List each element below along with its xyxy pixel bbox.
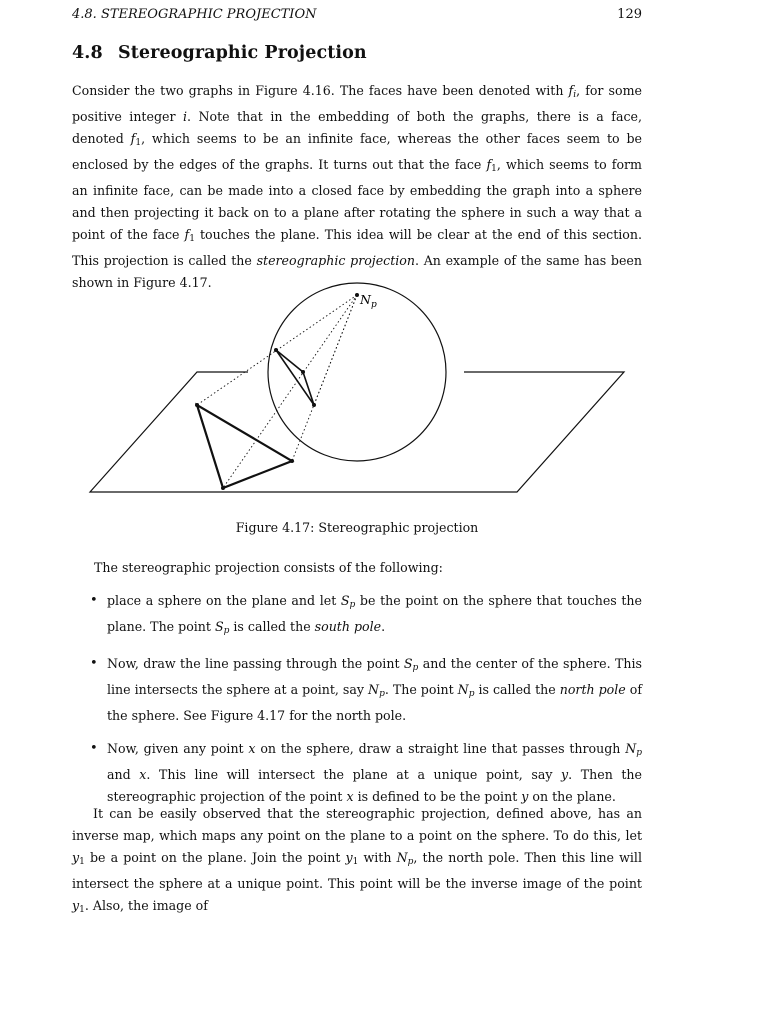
text-run: , for some positive integer [72, 83, 642, 124]
text-run: and the center of the sphere. This line intersects the sphere at a point, say [107, 656, 642, 697]
math-sub-1: 1 [491, 164, 497, 174]
text-run: . Then the stereographic projection of the point [107, 767, 642, 804]
math-N: N [625, 741, 637, 756]
math-sub-i: i [573, 90, 577, 100]
emphasis: south pole [314, 619, 382, 634]
emphasis: stereographic projection [256, 253, 415, 268]
page-number: 129 [617, 7, 642, 22]
vertex-dot [290, 459, 294, 463]
bullet-dot: • [90, 741, 98, 756]
text-run: . The point [384, 682, 458, 697]
text-run: be the point on the sphere that touches the plane. The point [107, 593, 642, 634]
text-run: is defined to be the point [353, 789, 522, 804]
math-y: y [561, 767, 569, 782]
math-f: f [568, 83, 574, 98]
text-run: Consider the two graphs in Figure 4.16. The faces have been denoted with [72, 83, 569, 98]
math-S: S [403, 656, 413, 671]
math-sub-p: p [379, 689, 385, 699]
text-run: be a point on the plane. Join the point [84, 850, 346, 865]
vertex-dot [312, 403, 316, 407]
text-run: , the north pole. Then this line will intersect the sphere at a unique point. This point will be the inverse image of the point [72, 850, 642, 891]
math-f: f [184, 227, 190, 242]
plane-outline [90, 372, 624, 492]
stereographic-figure [72, 276, 642, 506]
text-run: . This line will intersect the plane at a unique point, say [146, 767, 562, 782]
math-sub-1: 1 [79, 905, 85, 915]
bullet-list [90, 590, 642, 819]
math-sub-1: 1 [189, 234, 195, 244]
text-run: . Also, the image of [84, 898, 208, 913]
text-run: on the plane. [528, 789, 616, 804]
math-y: y [72, 898, 80, 913]
text-run: is called the [229, 619, 315, 634]
list-item [90, 590, 642, 642]
north-pole-label: $N_p$ [360, 292, 377, 310]
math-S: S [214, 619, 224, 634]
running-title: 4.8. STEREOGRAPHIC PROJECTION [72, 7, 317, 22]
math-sub-p: p [349, 600, 356, 610]
text-run: It can be easily observed that the stereographic projection, defined above, has an inverse map, which maps any point on the plane to a point on the sphere. To do this, let [72, 806, 642, 843]
list-item [90, 653, 642, 727]
math-sub-p: p [407, 857, 414, 867]
text-run: with [358, 850, 397, 865]
text-run: Now, draw the line passing through the point [107, 656, 404, 671]
section-heading: Stereographic Projection [118, 43, 367, 63]
text-run: . [381, 619, 386, 634]
bullet-dot: • [90, 656, 98, 671]
math-f: f [486, 157, 492, 172]
intro-paragraph [72, 80, 642, 294]
vertex-dot [195, 403, 199, 407]
projection-ray [314, 295, 357, 405]
bullet-dot: • [90, 593, 98, 608]
text-run: is called the [474, 682, 560, 697]
math-x: x [248, 741, 256, 756]
math-y: y [72, 850, 80, 865]
math-y: y [521, 789, 529, 804]
vertex-dot [355, 293, 359, 297]
math-N: N [368, 682, 380, 697]
math-sub-1: 1 [352, 857, 359, 867]
section-number: 4.8 [72, 43, 103, 63]
math-i: i [182, 109, 187, 124]
text-run: on the sphere, draw a straight line that passes through [255, 741, 626, 756]
sphere-triangle [276, 350, 314, 405]
sphere [268, 283, 446, 461]
math-y: y [345, 850, 353, 865]
text-run: . Note that in the embedding of both the graphs, there is a face, denoted [72, 109, 642, 146]
section-title [72, 43, 367, 63]
math-sub-1: 1 [135, 138, 142, 148]
plane-triangle [197, 405, 292, 488]
text-run: . An example of the same has been shown in Figure 4.17. [72, 253, 642, 290]
math-sub-p: p [468, 689, 475, 699]
math-x: x [139, 767, 147, 782]
figure-caption: Figure 4.17: Stereographic projection [235, 520, 479, 535]
text-run: , which seems to be an infinite face, whereas the other faces seem to be enclosed by the edges of the graphs. It turns out that the face [72, 131, 642, 172]
text-run: of the sphere. See Figure 4.17 for the north pole. [107, 682, 642, 723]
vertex-dot [274, 348, 278, 352]
figure-svg [72, 276, 642, 506]
text-run: and [107, 767, 140, 782]
text-run: Now, given any point [107, 741, 249, 756]
math-N: N [457, 682, 469, 697]
math-S: S [340, 593, 350, 608]
emphasis: north pole [559, 682, 626, 697]
math-x: x [346, 789, 354, 804]
closing-paragraph [72, 803, 642, 921]
running-header [72, 7, 642, 25]
math-sub-1: 1 [79, 857, 85, 867]
vertex-dot [221, 486, 225, 490]
math-sub-p: p [223, 626, 230, 636]
math-sub-p: p [636, 748, 642, 758]
math-f: f [130, 131, 136, 146]
math-sub-p: p [412, 663, 419, 673]
text-run: touches the plane. This idea will be clear at the end of this section. This projection is called the [72, 227, 643, 268]
math-N: N [396, 850, 408, 865]
text-run: place a sphere on the plane and let [107, 593, 341, 608]
vertex-dot [301, 370, 305, 374]
list-item [90, 738, 642, 808]
text-run: , which seems to form an infinite face, can be made into a closed face by embedding the graph into a sphere and then projecting it back on to a plane after rotating the sphere in such a way that a point of the face [72, 157, 642, 242]
list-lead: The stereographic projection consists of the following: [94, 560, 443, 575]
